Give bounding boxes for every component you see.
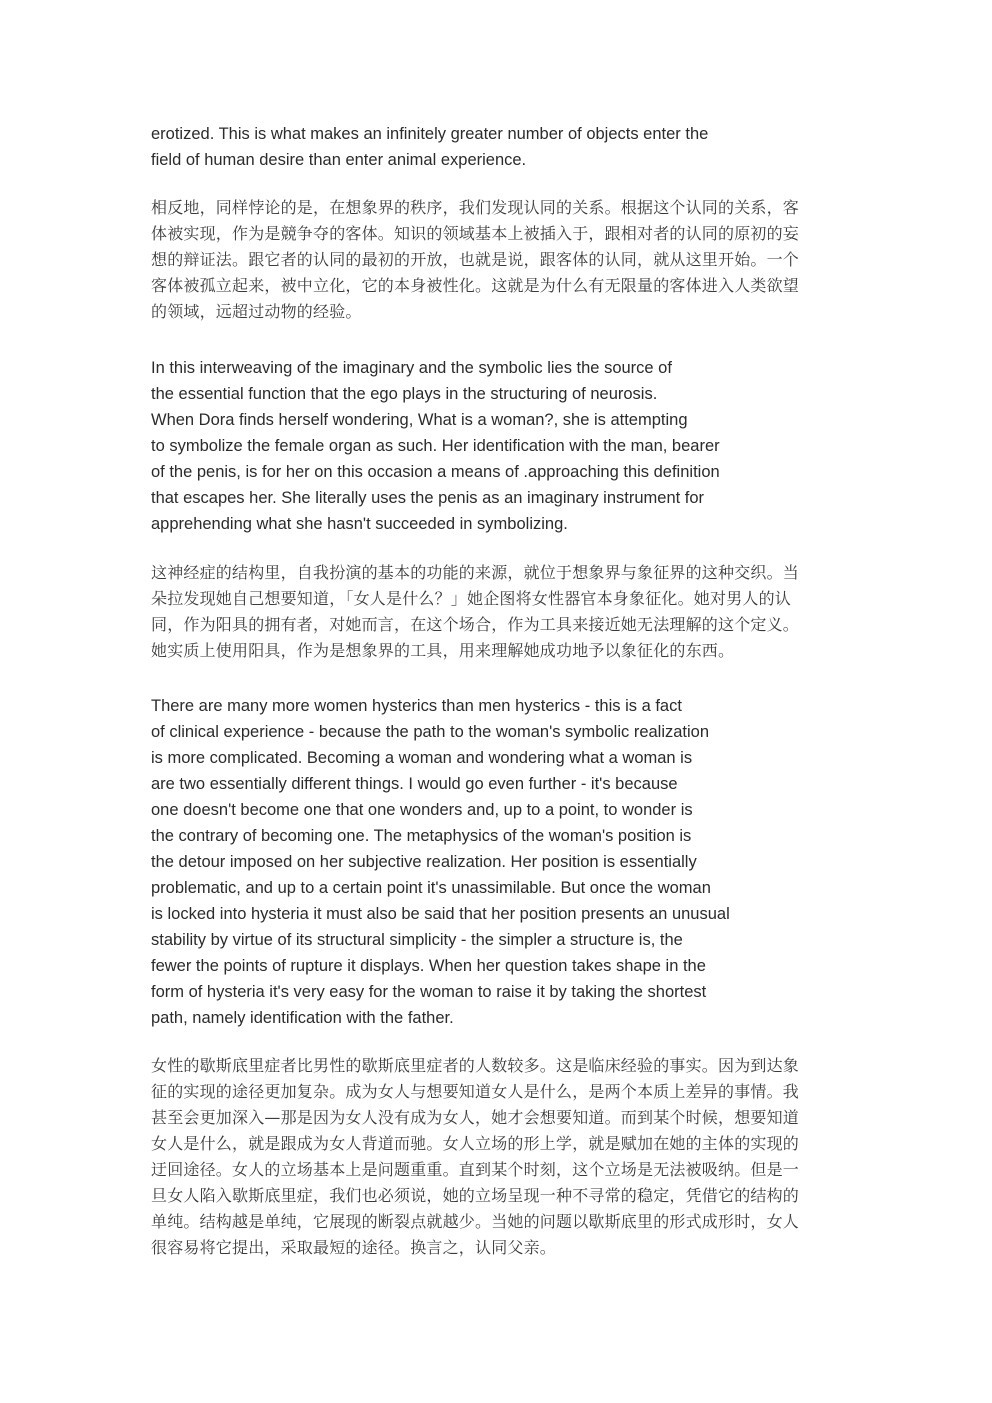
text-line: path, namely identification with the father. (151, 1009, 454, 1027)
text-line: There are many more women hysterics than men hysterics - this is a fact (151, 697, 682, 715)
text-line: is locked into hysteria it must also be said that her position presents an unusual (151, 905, 730, 923)
text-line: 这神经症的结构里，自我扮演的基本的功能的来源，就位于想象界与象征界的这种交织。当 (151, 563, 800, 582)
text-line: stability by virtue of its structural simplicity - the simpler a structure is, the (151, 931, 683, 949)
paragraph-zh-3 (151, 1053, 799, 1261)
paragraph-en-3 (151, 693, 730, 1031)
text-line: 朵拉发现她自己想要知道，「女人是什么？」她企图将女性器官本身象征化。她对男人的认 (151, 589, 792, 608)
text-line: 想的辩证法。跟它者的认同的最初的开放，也就是说，跟客体的认同，就从这里开始。一个 (151, 250, 800, 269)
text-line: 迂回途径。女人的立场基本上是问题重重。直到某个时刻，这个立场是无法被吸纳。但是一 (151, 1160, 800, 1179)
text-line: problematic, and up to a certain point it's unassimilable. But once the woman (151, 879, 711, 897)
text-line: 单纯。结构越是单纯，它展现的断裂点就越少。当她的问题以歇斯底里的形式成形时，女人 (151, 1212, 800, 1231)
text-line: is more complicated. Becoming a woman and wondering what a woman is (151, 749, 693, 767)
paragraph-zh-1 (151, 195, 799, 325)
text-line: 征的实现的途径更加复杂。成为女人与想要知道女人是什么，是两个本质上差异的事情。我 (151, 1082, 800, 1101)
text-line: 旦女人陷入歇斯底里症，我们也必须说，她的立场呈现一种不寻常的稳定，凭借它的结构的 (151, 1186, 800, 1205)
text-line: of clinical experience - because the path to the woman's symbolic realization (151, 723, 710, 741)
text-line: 客体被孤立起来，被中立化，它的本身被性化。这就是为什么有无限量的客体进入人类欲望 (151, 276, 800, 295)
text-line: that escapes her. She literally uses the penis as an imaginary instrument for (151, 489, 705, 507)
text-line: 女性的歇斯底里症者比男性的歇斯底里症者的人数较多。这是临床经验的事实。因为到达象 (151, 1056, 800, 1075)
text-line: the contrary of becoming one. The metaphysics of the woman's position is (151, 827, 692, 845)
text-line: 她实质上使用阳具，作为是想象界的工具，用来理解她成功地予以象征化的东西。 (151, 641, 735, 660)
text-line: erotized. This is what makes an infinitely greater number of objects enter the (151, 125, 709, 143)
text-line: of the penis, is for her on this occasion a means of .approaching this definition (151, 463, 720, 481)
text-line: 相反地，同样悖论的是，在想象界的秩序，我们发现认同的关系。根据这个认同的关系，客 (151, 198, 800, 217)
text-line: to symbolize the female organ as such. Her identification with the man, bearer (151, 437, 720, 455)
text-line: 很容易将它提出，采取最短的途径。换言之，认同父亲。 (151, 1238, 557, 1257)
text-line: 体被实现，作为是競争夺的客体。知识的领域基本上被插入于，跟相对者的认同的原初的妄 (151, 224, 800, 243)
text-line: 甚至会更加深入—那是因为女人没有成为女人，她才会想要知道。而到某个时候，想要知道 (151, 1108, 800, 1127)
text-line: the essential function that the ego plays in the structuring of neurosis. (151, 385, 658, 403)
paragraph-en-1 (151, 121, 708, 173)
paragraph-en-2 (151, 355, 720, 537)
text-line: 的领域，远超过动物的经验。 (151, 302, 362, 321)
text-line: When Dora finds herself wondering, What is a woman?, she is attempting (151, 411, 688, 429)
text-line: the detour imposed on her subjective realization. Her position is essentially (151, 853, 697, 871)
text-line: fewer the points of rupture it displays. When her question takes shape in the (151, 957, 706, 975)
text-line: one doesn't become one that one wonders and, up to a point, to wonder is (151, 801, 693, 819)
text-line: apprehending what she hasn't succeeded in symbolizing. (151, 515, 568, 533)
text-line: form of hysteria it's very easy for the woman to raise it by taking the shortest (151, 983, 707, 1001)
paragraph-zh-2 (151, 560, 799, 664)
text-line: 同，作为阳具的拥有者，对她而言，在这个场合，作为工具来接近她无法理解的这个定义。 (151, 615, 800, 634)
text-line: are two essentially different things. I would go even further - it's because (151, 775, 678, 793)
text-line: In this interweaving of the imaginary and the symbolic lies the source of (151, 359, 672, 377)
text-line: 女人是什么，就是跟成为女人背道而驰。女人立场的形上学，就是赋加在她的主体的实现的 (151, 1134, 800, 1153)
text-line: field of human desire than enter animal experience. (151, 151, 527, 169)
